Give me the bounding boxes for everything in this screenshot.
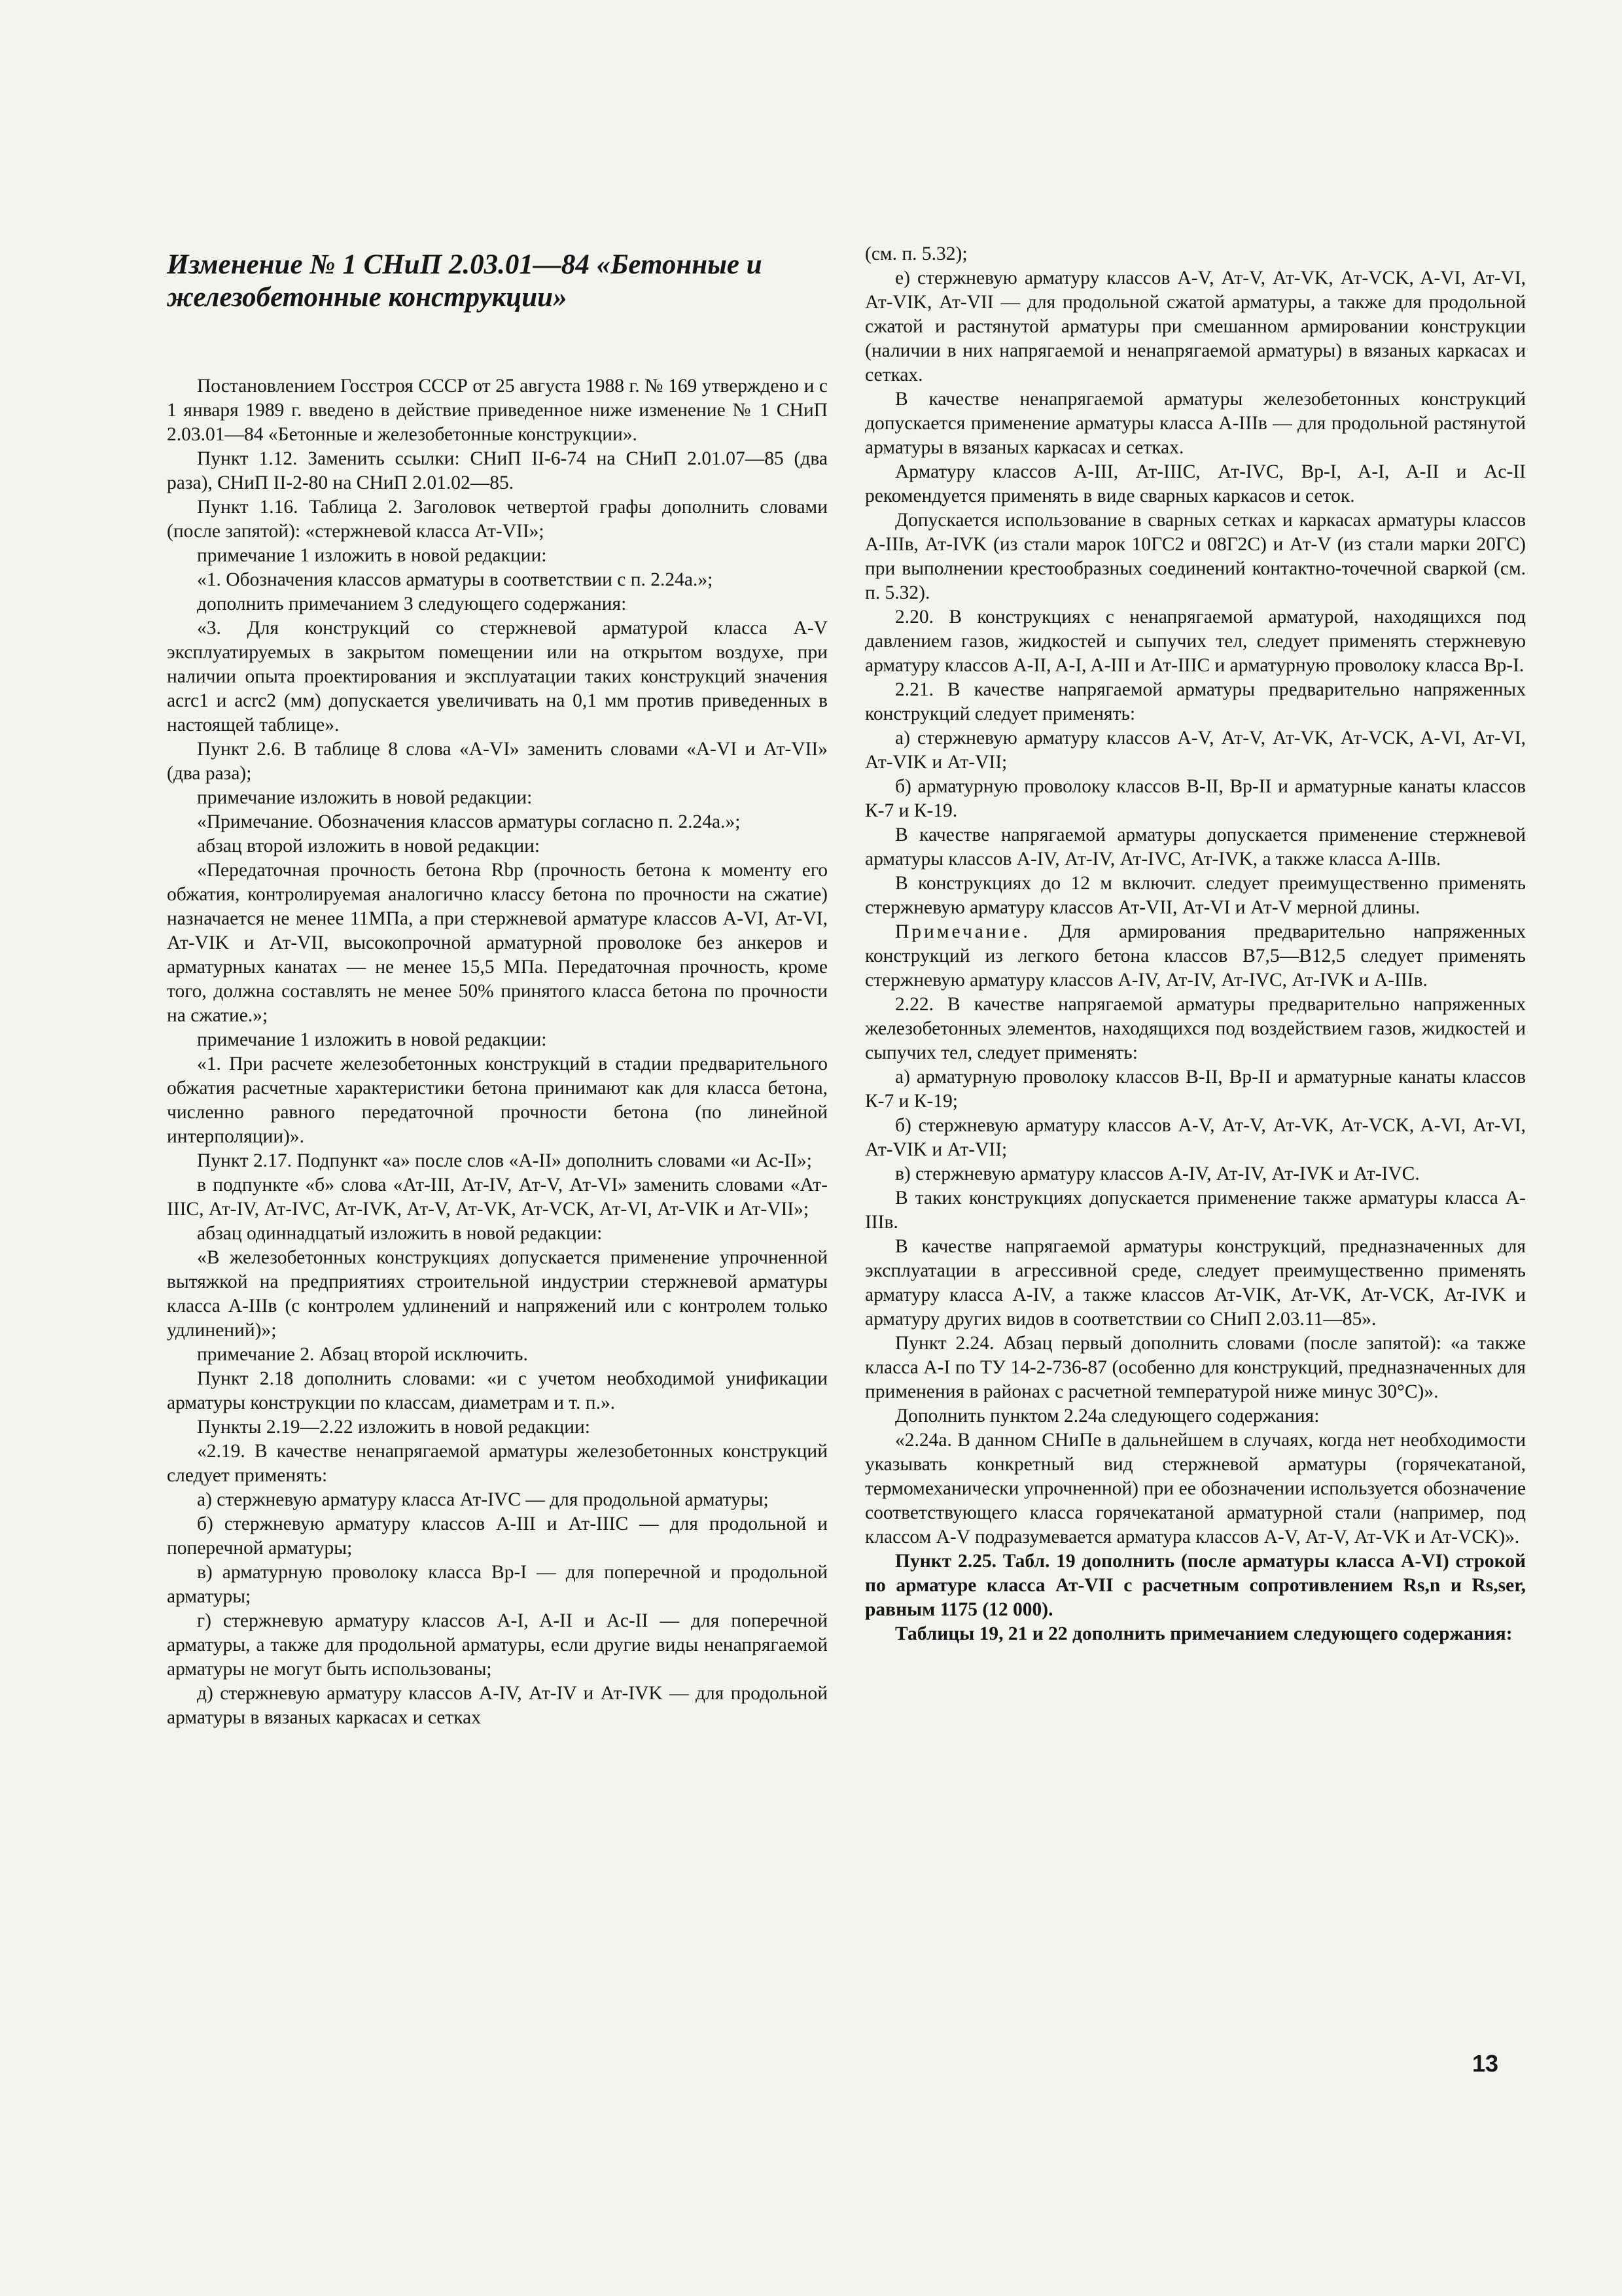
paragraph: примечание 1 изложить в новой редакции: — [197, 545, 547, 566]
paragraph: примечание 1 изложить в новой редакции: — [197, 1029, 547, 1050]
paragraph: в подпункте «б» слова «Ат-III, Ат-IV, Ат-V, Ат-VI» заменить словами «Ат-IIIC, Ат-IV, Ат-IVC, Ат-IVK, Ат-V, Ат-VK, Ат-VCK, Ат-VI, Ат-VIK и Ат-VII»; — [167, 1174, 828, 1220]
paragraph: «Передаточная прочность бетона Rbp (прочность бетона к моменту его обжатия, контролируемая аналогично классу бетона по прочности на сжатие) назначается не менее 11МПа, а при стержневой арматуре классов A-VI, Ат-VI, Ат-VIK и Ат-VII, высокопрочной арматурной проволоке без анкеров и арматурных канатах — не менее 15,5 МПа. Передаточная прочность, кроме того, должна составлять не менее 50% принятого класса бетона по прочности на сжатие.»; — [167, 860, 828, 1026]
note-text: Для армирования предварительно напряженных конструкций из легкого бетона классов В7,5—В12,5 следует применять стержневую арматуру классов A-IV, Ат-IV, Ат-IVC, Ат-IVK и A-IIIв. — [865, 921, 1526, 991]
paragraph: Пункт 2.25. Табл. 19 дополнить (после арматуры класса A-VI) строкой по арматуре класса Ат-VII с расчетным сопротивлением Rs,n и Rs,ser, равным 1175 (12 000). — [865, 1551, 1526, 1620]
paragraph: абзац одиннадцатый изложить в новой редакции: — [197, 1223, 603, 1244]
document-title: Изменение № 1 СНиП 2.03.01—84 «Бетонные и железобетонные конструкции» — [167, 249, 762, 313]
paragraph: «2.24а. В данном СНиПе в дальнейшем в случаях, когда нет необходимости указывать конкретный вид стержневой арматуры (горячекатаной, термомеханически упрочненной) при ее обозначении используется обозначение соответствующего класса горячекатаной арматурной стали (например, под классом A-V подразумевается арматура классов A-V, Ат-V, Ат-VK и Ат-VCK)». — [865, 1430, 1526, 1547]
paragraph: в) арматурную проволоку класса Вр-I — для поперечной и продольной арматуры; — [167, 1562, 828, 1607]
paragraph: е) стержневую арматуру классов A-V, Ат-V, Ат-VK, Ат-VCK, A-VI, Ат-VI, Ат-VIK, Ат-VII — для продольной сжатой арматуры, а также для продольной сжатой и растянутой арматуры при смешанном армировании конструкции (наличии в них напрягаемой и ненапрягаемой арматуры) в вязаных каркасах и сетках. — [865, 268, 1526, 385]
paragraph: Таблицы 19, 21 и 22 дополнить примечанием следующего содержания: — [895, 1623, 1513, 1644]
paragraph: а) стержневую арматуру классов A-V, Ат-V, Ат-VK, Ат-VCK, A-VI, Ат-VI, Ат-VIK и Ат-VII; — [865, 728, 1526, 773]
paragraph: Пункт 2.24. Абзац первый дополнить словами (после запятой): «а также класса A-I по ТУ 14-2-736-87 (особенно для конструкций, предназначенных для применения в районах с расчетной температурой ниже минус 30°С)». — [865, 1333, 1526, 1402]
paragraph: «В железобетонных конструкциях допускается применение упрочненной вытяжкой на предприятиях строительной индустрии стержневой арматуры класса A-IIIв (с контролем удлинений и напряжений или с контролем только удлинений)»; — [167, 1247, 828, 1341]
page-number: 13 — [1472, 2050, 1499, 2077]
paragraph: б) арматурную проволоку классов В-II, Вр-II и арматурные канаты классов К-7 и К-19. — [865, 776, 1526, 821]
paragraph: В качестве ненапрягаемой арматуры железобетонных конструкций допускается применение арматуры класса A-IIIв — для продольной растянутой арматуры в вязаных каркасах и сетках. — [865, 389, 1526, 458]
paragraph: «Примечание. Обозначения классов арматуры согласно п. 2.24а.»; — [197, 811, 741, 832]
paragraph: В таких конструкциях допускается применение также арматуры класса A-IIIв. — [865, 1188, 1526, 1233]
paragraph: Пункт 1.12. Заменить ссылки: СНиП II-6-74 на СНиП 2.01.07—85 (два раза), СНиП II-2-80 на СНиП 2.01.02—85. — [167, 448, 828, 493]
paragraph: абзац второй изложить в новой редакции: — [197, 836, 540, 857]
paragraph: Пункт 2.6. В таблице 8 слова «A-VI» заменить словами «A-VI и Ат-VII» (два раза); — [167, 739, 828, 784]
paragraph: а) стержневую арматуру класса Ат-IVC — для продольной арматуры; — [197, 1489, 769, 1510]
paragraph: Дополнить пунктом 2.24а следующего содержания: — [895, 1405, 1320, 1426]
paragraph: Постановлением Госстроя СССР от 25 августа 1988 г. № 169 утверждено и с 1 января 1989 г. введено в действие приведенное ниже изменение № 1 СНиП 2.03.01—84 «Бетонные и железобетонные конструкции». — [167, 376, 828, 445]
paragraph: Пункт 1.16. Таблица 2. Заголовок четвертой графы дополнить словами (после запятой): «стержневой класса Ат-VII»; — [167, 497, 828, 542]
paragraph: б) стержневую арматуру классов A-III и Ат-IIIC — для продольной и поперечной арматуры; — [167, 1513, 828, 1559]
right-column — [865, 242, 1526, 1646]
paragraph: (см. п. 5.32); — [865, 243, 968, 264]
paragraph: «3. Для конструкций со стержневой арматурой класса A-V эксплуатируемых в закрытом помещении или на открытом воздухе, при наличии опыта проектирования и эксплуатации таких конструкций значения acrc1 и acrc2 (мм) допускается увеличивать на 0,1 мм против приведенных в настоящей таблице». — [167, 618, 828, 735]
paragraph: Пункт 2.17. Подпункт «а» после слов «A-II» дополнить словами «и Ac-II»; — [197, 1150, 812, 1171]
paragraph: примечание 2. Абзац второй исключить. — [197, 1344, 528, 1365]
paragraph: Пункты 2.19—2.22 изложить в новой редакции: — [197, 1417, 590, 1438]
paragraph: Арматуру классов A-III, Ат-IIIC, Ат-IVC, Вр-I, A-I, A-II и Ac-II рекомендуется применять в виде сварных каркасов и сеток. — [865, 461, 1526, 506]
paragraph: Пункт 2.18 дополнить словами: «и с учетом необходимой унификации арматуры конструкции по классам, диаметрам и т. п.». — [167, 1368, 828, 1413]
note-paragraph — [865, 920, 1526, 993]
paragraph: 2.22. В качестве напрягаемой арматуры предварительно напряженных железобетонных элементов, находящихся под воздействием газов, жидкостей и сыпучих тел, следует применять: — [865, 994, 1526, 1063]
paragraph: г) стержневую арматуру классов A-I, A-II и Ac-II — для поперечной арматуры, а также для продольной арматуры, если другие виды ненапрягаемой арматуры не могут быть использованы; — [167, 1610, 828, 1680]
paragraph: дополнить примечанием 3 следующего содержания: — [197, 593, 627, 614]
note-label: Примечание. — [895, 921, 1031, 942]
paragraph: б) стержневую арматуру классов A-V, Ат-V, Ат-VK, Ат-VCK, A-VI, Ат-VI, Ат-VIK и Ат-VII; — [865, 1115, 1526, 1160]
paragraph: в) стержневую арматуру классов A-IV, Ат-IV, Ат-IVK и Ат-IVC. — [895, 1163, 1420, 1184]
paragraph: 2.20. В конструкциях с ненапрягаемой арматурой, находящихся под давлением газов, жидкостей и сыпучих тел, следует применять стержневую арматуру классов A-II, A-I, A-III и Ат-IIIC и арматурную проволоку класса Вр-I. — [865, 607, 1526, 676]
paragraph: 2.21. В качестве напрягаемой арматуры предварительно напряженных конструкций следует применять: — [865, 679, 1526, 724]
paragraph: «2.19. В качестве ненапрягаемой арматуры железобетонных конструкций следует применять: — [167, 1441, 828, 1486]
paragraph: В качестве напрягаемой арматуры конструкций, предназначенных для эксплуатации в агрессивной среде, следует преимущественно применять арматуру класса A-IV, а также классов Ат-VIK, Ат-VK, Ат-VCK, Ат-IVK и арматуру других видов в соответствии со СНиП 2.03.11—85». — [865, 1236, 1526, 1330]
paragraph: «1. Обозначения классов арматуры в соответствии с п. 2.24а.»; — [197, 569, 713, 590]
paragraph: д) стержневую арматуру классов A-IV, Ат-IV и Ат-IVK — для продольной арматуры в вязаных каркасах и сетках — [167, 1683, 828, 1728]
paragraph: примечание изложить в новой редакции: — [197, 787, 533, 808]
paragraph: Допускается использование в сварных сетках и каркасах арматуры классов A-IIIв, Ат-IVK (из стали марок 10ГС2 и 08Г2С) и Ат-V (из стали марки 20ГС) при выполнении крестообразных соединений контактно-точечной сваркой (см. п. 5.32). — [865, 510, 1526, 603]
paragraph: «1. При расчете железобетонных конструкций в стадии предварительного обжатия расчетные характеристики бетона принимают как для класса бетона, численно равного передаточной прочности бетона (по линейной интерполяции)». — [167, 1053, 828, 1147]
paragraph: В качестве напрягаемой арматуры допускается применение стержневой арматуры классов A-IV, Ат-IV, Ат-IVC, Ат-IVK, а также класса A-IIIв. — [865, 824, 1526, 870]
paragraph: а) арматурную проволоку классов В-II, Вр-II и арматурные канаты классов К-7 и К-19; — [865, 1067, 1526, 1112]
left-column — [167, 242, 828, 1730]
paragraph: В конструкциях до 12 м включит. следует преимущественно применять стержневую арматуру классов Ат-VII, Ат-VI и Ат-V мерной длины. — [865, 873, 1526, 918]
